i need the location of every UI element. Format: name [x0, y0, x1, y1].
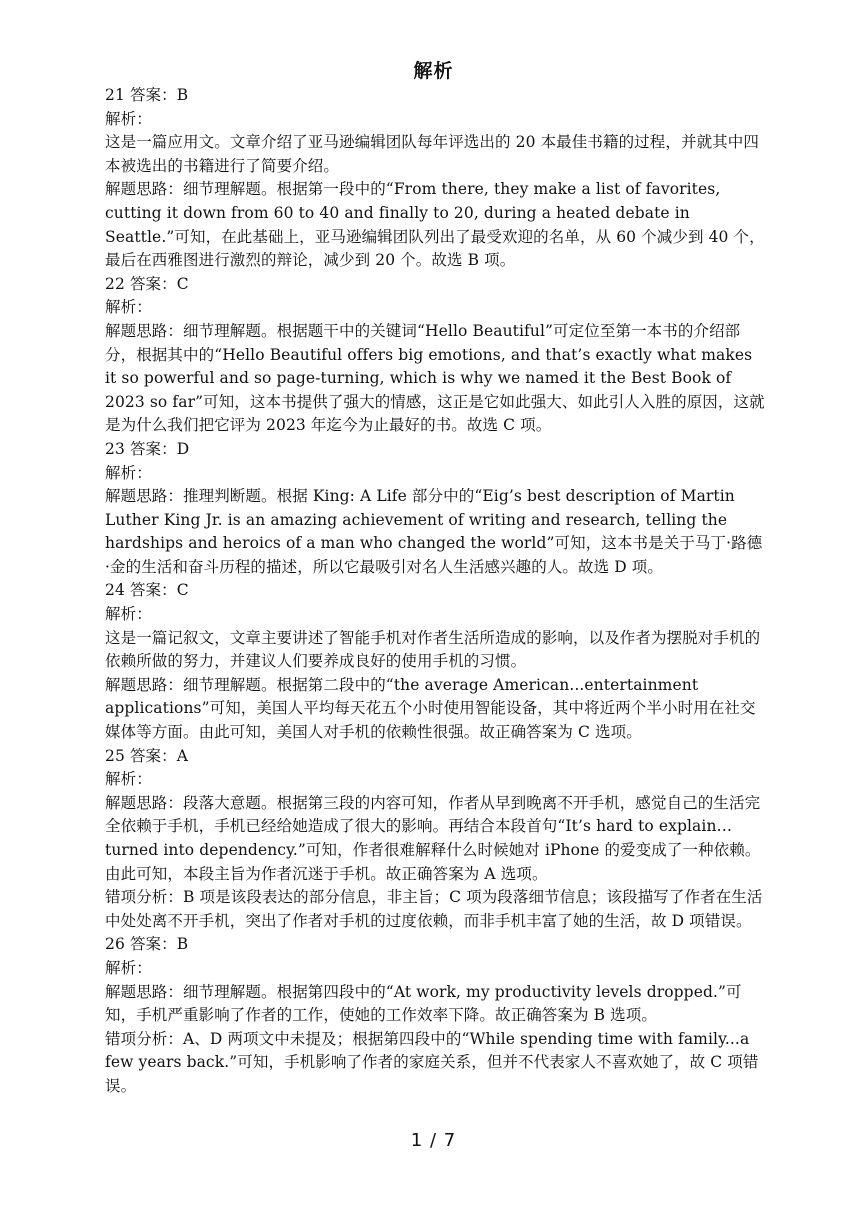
q23-answer: 23 答案：D	[105, 439, 190, 458]
q21-passage-summary: 这是一篇应用文。文章介绍了亚马逊编辑团队每年评选出的 20 本最佳书籍的过程，并就其中四本被选出的书籍进行了简要介绍。	[105, 133, 759, 175]
q25-answer: 25 答案：A	[105, 746, 189, 765]
q25-analysis-label: 解析：	[105, 770, 152, 789]
q24-passage-summary: 这是一篇记叙文，文章主要讲述了智能手机对作者生活所造成的影响，以及作者为摆脱对手机的依赖所做的努力，并建议人们要养成良好的使用手机的习惯。	[105, 628, 761, 671]
q24-answer: 24 答案：C	[105, 581, 189, 600]
q26-thinking: 解题思路：细节理解题。根据第四段中的“At work, my productivity levels dropped.”可知，手机严重影响了作者的工作，使她的工作效率下降。故正确答案为 B 选项。	[105, 982, 742, 1025]
q21-thinking: 解题思路：细节理解题。根据第一段中的“From there, they make a list of favorites, cutting it down from 60 to 40 and finally to 20, during a heated debate in Seattle.”可知，在此基础上，亚马逊编辑团队列出了最受欢迎的名单，从 60 个减少到 40 个，最后在西雅图进行激烈的辩论，减少到 20 个。故选 B 项。	[105, 180, 765, 270]
page-title: 解析	[413, 60, 454, 82]
q22-answer: 22 答案：C	[105, 274, 189, 293]
page-number: 1 / 7	[410, 1130, 457, 1151]
answer-analysis-body	[105, 84, 767, 1099]
q23-thinking: 解题思路：推理判断题。根据 King: A Life 部分中的“Eig’s best description of Martin Luther King Jr. is an amazing achievement of writing and research, telling the hardships and heroics of a man who changed the world”可知，这本书是关于马丁·路德·金的生活和奋斗历程的描述，所以它最吸引对名人生活感兴趣的人。故选 D 项。	[105, 487, 763, 576]
q26-error-analysis: 错项分析：A、D 两项文中未提及；根据第四段中的“While spending time with family...a few years back.”可知，手机影响了作者的家庭关系，但并不代表家人不喜欢她了，故 C 项错误。	[105, 1029, 759, 1095]
q25-error-analysis: 错项分析：B 项是该段表达的部分信息，非主旨；C 项为段落细节信息；该段描写了作者在生活中处处离不开手机，突出了作者对手机的过度依赖，而非手机丰富了她的生活，故 D 项错误。	[105, 888, 763, 930]
q22-thinking: 解题思路：细节理解题。根据题干中的关键词“Hello Beautiful”可定位至第一本书的介绍部分，根据其中的“Hello Beautiful offers big emotions, and that’s exactly what makes it so powerful and so page-turning, which is why we named it the Best Book of 2023 so far”可知，这本书提供了强大的情感，这正是它如此强大、如此引人入胜的原因，这就是为什么我们把它评为 2023 年迄今为止最好的书。故选 C 项。	[105, 321, 765, 435]
q24-thinking: 解题思路：细节理解题。根据第二段中的“the average American...entertainment applications”可知，美国人平均每天花五个小时使用智能设备，其中将近两个半小时用在社交媒体等方面。由此可知，美国人对手机的依赖性很强。故正确答案为 C 选项。	[105, 675, 756, 742]
q26-analysis-label: 解析：	[105, 958, 152, 977]
q23-analysis-label: 解析：	[105, 463, 152, 482]
q26-answer: 26 答案：B	[105, 935, 189, 954]
q24-analysis-label: 解析：	[105, 605, 152, 624]
q22-analysis-label: 解析：	[105, 298, 152, 317]
q25-thinking: 解题思路：段落大意题。根据第三段的内容可知，作者从早到晚离不开手机，感觉自己的生活完全依赖于手机，手机已经给她造成了很大的影响。再结合本段首句“It’s hard to explain…turned into dependency.”可知，作者很难解释什么时候她对 iPhone 的爱变成了一种依赖。由此可知，本段主旨为作者沉迷于手机。故正确答案为 A 选项。	[105, 793, 761, 883]
q21-answer: 21 答案：B	[105, 86, 189, 104]
q21-analysis-label: 解析：	[105, 109, 152, 128]
